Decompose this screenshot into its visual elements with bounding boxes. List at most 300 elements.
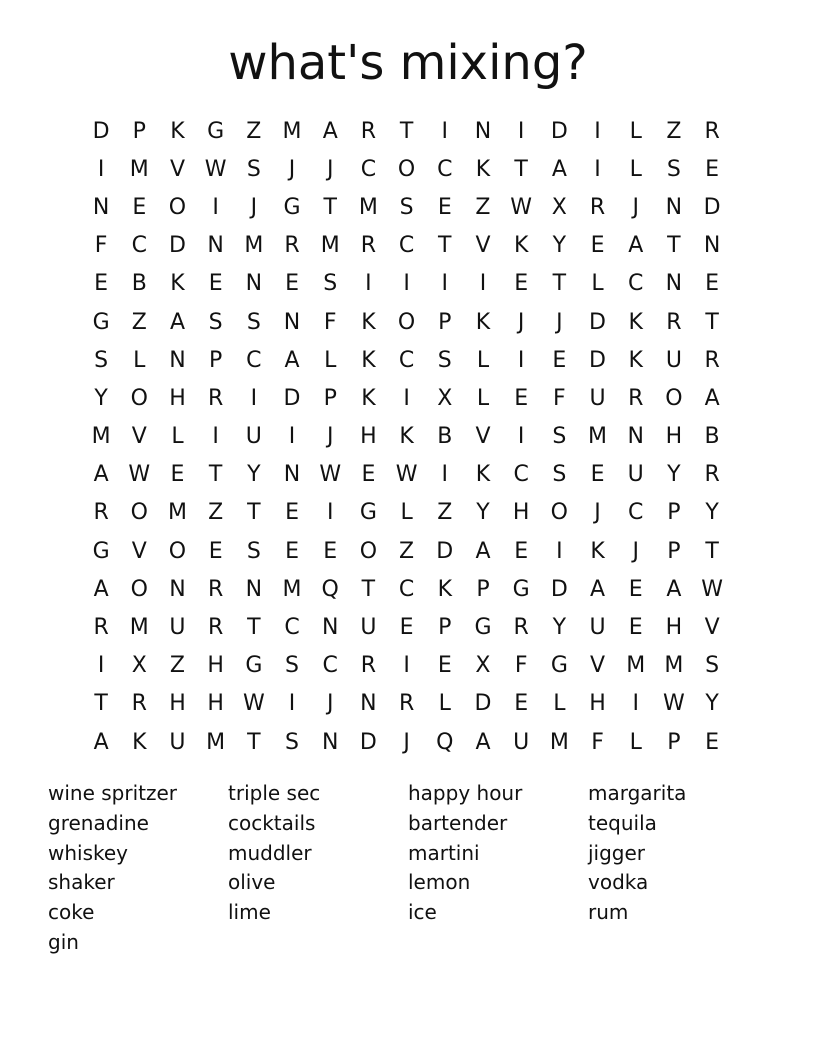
grid-letter: C bbox=[437, 156, 453, 182]
grid-letter: S bbox=[285, 729, 300, 755]
grid-letter: C bbox=[398, 576, 415, 602]
grid-letter: E bbox=[705, 729, 720, 755]
letter-grid bbox=[82, 112, 732, 762]
grid-letter: A bbox=[93, 729, 109, 755]
word-list-item: coke bbox=[48, 900, 95, 925]
word-list-item: jigger bbox=[588, 840, 646, 865]
grid-letter: Z bbox=[246, 118, 262, 144]
grid-letter: O bbox=[168, 538, 187, 564]
word-list-item: vodka bbox=[588, 870, 649, 895]
grid-letter: H bbox=[589, 691, 606, 717]
grid-letter: S bbox=[552, 462, 567, 488]
grid-letter: O bbox=[168, 194, 187, 220]
grid-letter: T bbox=[323, 194, 337, 220]
grid-letter: S bbox=[246, 309, 261, 335]
grid-letter: S bbox=[246, 538, 261, 564]
grid-letter: E bbox=[514, 538, 529, 564]
grid-letter: K bbox=[361, 309, 376, 335]
grid-letter: X bbox=[437, 385, 453, 411]
grid-letter: Y bbox=[247, 462, 261, 488]
grid-letter: R bbox=[704, 462, 720, 488]
grid-letter: T bbox=[208, 462, 223, 488]
grid-letter: K bbox=[590, 538, 605, 564]
grid-letter: M bbox=[320, 233, 340, 259]
grid-letter: E bbox=[514, 691, 529, 717]
grid-letter: I bbox=[212, 424, 219, 450]
grid-letter: Y bbox=[552, 615, 567, 641]
grid-letter: R bbox=[666, 309, 682, 335]
grid-letter: Z bbox=[169, 653, 185, 679]
grid-letter: Y bbox=[476, 500, 490, 526]
grid-letter: P bbox=[323, 385, 337, 411]
grid-letter: N bbox=[703, 233, 721, 259]
grid-letter: I bbox=[403, 385, 410, 411]
grid-letter: N bbox=[92, 194, 110, 220]
grid-letter: I bbox=[326, 500, 334, 526]
grid-letter: X bbox=[475, 653, 491, 679]
grid-letter: A bbox=[704, 385, 720, 411]
grid-letter: M bbox=[206, 729, 226, 755]
grid-letter: G bbox=[474, 615, 492, 641]
grid-letter: S bbox=[666, 156, 681, 182]
grid-letter: E bbox=[208, 538, 223, 564]
grid-letter: T bbox=[247, 729, 261, 755]
grid-letter: F bbox=[323, 309, 337, 335]
grid-letter: N bbox=[321, 729, 339, 755]
grid-letter: R bbox=[360, 653, 377, 679]
grid-letter: J bbox=[326, 691, 334, 717]
grid-letter: E bbox=[590, 233, 605, 259]
grid-letter: J bbox=[632, 194, 639, 220]
grid-letter: S bbox=[208, 309, 223, 335]
grid-letter: J bbox=[632, 538, 639, 564]
grid-letter: O bbox=[130, 576, 148, 602]
grid-letter: R bbox=[208, 576, 224, 602]
grid-letter: R bbox=[93, 500, 109, 526]
word-list-item: margarita bbox=[588, 781, 687, 805]
grid-letter: R bbox=[208, 615, 224, 641]
grid-letter: M bbox=[282, 576, 302, 602]
grid-letter: J bbox=[403, 729, 410, 755]
grid-letter: W bbox=[395, 462, 418, 488]
grid-letter: I bbox=[517, 118, 525, 144]
grid-letter: A bbox=[169, 309, 185, 335]
grid-letter: I bbox=[441, 271, 449, 297]
grid-letter: K bbox=[170, 271, 185, 297]
grid-letter: T bbox=[438, 233, 452, 259]
grid-letter: E bbox=[399, 615, 414, 641]
grid-letter: H bbox=[207, 653, 224, 679]
grid-letter: O bbox=[359, 538, 378, 564]
grid-letter: B bbox=[704, 424, 720, 450]
grid-letter: I bbox=[594, 118, 601, 144]
grid-letter: J bbox=[250, 194, 258, 220]
grid-letter: E bbox=[514, 385, 529, 411]
grid-letter: Z bbox=[131, 309, 147, 335]
grid-letter: G bbox=[92, 309, 110, 335]
grid-letter: C bbox=[628, 271, 644, 297]
grid-letter: E bbox=[590, 462, 605, 488]
grid-letter: J bbox=[326, 424, 334, 450]
grid-letter: M bbox=[664, 653, 684, 679]
grid-letter: D bbox=[92, 118, 110, 144]
word-list-item: ice bbox=[408, 900, 437, 925]
grid-letter: S bbox=[705, 653, 720, 679]
word-list-item: gin bbox=[48, 929, 79, 954]
grid-letter: V bbox=[704, 615, 720, 641]
grid-letter: E bbox=[628, 576, 643, 602]
grid-letter: E bbox=[285, 271, 299, 297]
grid-letter: N bbox=[474, 118, 492, 144]
grid-letter: T bbox=[94, 691, 108, 717]
grid-letter: K bbox=[132, 729, 147, 755]
grid-letter: Y bbox=[705, 500, 719, 526]
grid-letter: M bbox=[588, 424, 608, 450]
grid-letter: N bbox=[283, 309, 301, 335]
grid-letter: J bbox=[326, 156, 334, 182]
grid-letter: Q bbox=[436, 729, 454, 755]
grid-letter: E bbox=[94, 271, 109, 297]
grid-letter: I bbox=[250, 385, 258, 411]
grid-letter: E bbox=[132, 194, 147, 220]
grid-letter: V bbox=[131, 538, 147, 564]
grid-letter: W bbox=[319, 462, 342, 488]
grid-letter: L bbox=[400, 500, 413, 526]
grid-letter: Z bbox=[437, 500, 453, 526]
grid-letter: J bbox=[594, 500, 601, 526]
grid-letter: C bbox=[398, 233, 415, 259]
word-list-item: shaker bbox=[48, 870, 115, 895]
grid-letter: R bbox=[93, 615, 109, 641]
grid-letter: A bbox=[284, 347, 300, 373]
grid-letter: C bbox=[360, 156, 377, 182]
grid-letter: E bbox=[628, 615, 643, 641]
grid-letter: H bbox=[169, 385, 186, 411]
word-list bbox=[48, 779, 768, 958]
grid-letter: I bbox=[556, 538, 563, 564]
grid-letter: S bbox=[246, 156, 261, 182]
grid-letter: H bbox=[207, 691, 224, 717]
word-list-item: muddler bbox=[228, 840, 312, 865]
grid-letter: O bbox=[397, 156, 416, 182]
grid-letter: D bbox=[550, 118, 568, 144]
grid-letter: E bbox=[285, 500, 299, 526]
grid-letter: M bbox=[549, 729, 569, 755]
word-list-item: olive bbox=[228, 870, 276, 895]
grid-letter: D bbox=[474, 691, 492, 717]
grid-letter: M bbox=[167, 500, 187, 526]
grid-letter: P bbox=[667, 500, 681, 526]
word-list-item: rum bbox=[588, 900, 629, 925]
grid-letter: C bbox=[246, 347, 262, 373]
grid-letter: U bbox=[627, 462, 644, 488]
grid-letter: P bbox=[667, 729, 681, 755]
grid-letter: U bbox=[360, 615, 377, 641]
grid-letter: G bbox=[359, 500, 377, 526]
grid-letter: U bbox=[245, 424, 262, 450]
grid-letter: F bbox=[94, 233, 108, 259]
grid-letter: H bbox=[169, 691, 186, 717]
grid-letter: L bbox=[476, 385, 490, 411]
grid-letter: O bbox=[550, 500, 568, 526]
grid-letter: R bbox=[208, 385, 224, 411]
grid-letter: L bbox=[591, 271, 604, 297]
grid-letter: R bbox=[589, 194, 606, 220]
grid-letter: P bbox=[438, 309, 452, 335]
grid-letter: S bbox=[552, 424, 567, 450]
grid-letter: N bbox=[627, 424, 644, 450]
grid-letter: N bbox=[360, 691, 377, 717]
grid-letter: F bbox=[514, 653, 528, 679]
grid-letter: W bbox=[242, 691, 265, 717]
grid-letter: P bbox=[132, 118, 146, 144]
grid-letter: R bbox=[628, 385, 644, 411]
grid-letter: E bbox=[361, 462, 376, 488]
grid-letter: T bbox=[247, 615, 261, 641]
grid-letter: A bbox=[93, 462, 109, 488]
grid-letter: J bbox=[288, 156, 296, 182]
grid-letter: G bbox=[245, 653, 263, 679]
grid-letter: M bbox=[91, 424, 111, 450]
grid-letter: T bbox=[705, 538, 719, 564]
grid-letter: L bbox=[553, 691, 566, 717]
grid-letter: U bbox=[665, 347, 682, 373]
grid-letter: E bbox=[552, 347, 567, 373]
grid-letter: L bbox=[324, 347, 337, 373]
grid-letter: L bbox=[171, 424, 184, 450]
grid-letter: V bbox=[169, 156, 185, 182]
grid-letter: C bbox=[322, 653, 338, 679]
grid-letter: H bbox=[665, 615, 683, 641]
grid-letter: D bbox=[283, 385, 301, 411]
word-list-item: martini bbox=[408, 840, 480, 865]
grid-letter: T bbox=[399, 118, 414, 144]
grid-letter: U bbox=[589, 615, 606, 641]
grid-letter: I bbox=[288, 691, 296, 717]
grid-letter: C bbox=[284, 615, 300, 641]
grid-letter: G bbox=[207, 118, 225, 144]
grid-letter: I bbox=[97, 653, 105, 679]
grid-letter: O bbox=[665, 385, 683, 411]
grid-letter: V bbox=[475, 424, 491, 450]
grid-letter: R bbox=[360, 233, 377, 259]
grid-letter: G bbox=[92, 538, 110, 564]
grid-letter: Y bbox=[94, 385, 108, 411]
grid-letter: R bbox=[131, 691, 147, 717]
grid-letter: Q bbox=[321, 576, 339, 602]
grid-letter: P bbox=[209, 347, 223, 373]
grid-letter: N bbox=[665, 194, 683, 220]
grid-letter: W bbox=[663, 691, 685, 717]
grid-letter: T bbox=[705, 309, 719, 335]
grid-letter: K bbox=[361, 385, 376, 411]
grid-letter: I bbox=[403, 653, 410, 679]
grid-letter: P bbox=[476, 576, 490, 602]
grid-letter: W bbox=[128, 462, 151, 488]
page-title: what's mixing? bbox=[228, 35, 588, 91]
grid-letter: K bbox=[170, 118, 185, 144]
grid-letter: K bbox=[399, 424, 414, 450]
grid-letter: N bbox=[665, 271, 683, 297]
grid-letter: E bbox=[170, 462, 185, 488]
grid-letter: N bbox=[207, 233, 224, 259]
grid-letter: V bbox=[475, 233, 491, 259]
grid-letter: C bbox=[398, 347, 415, 373]
grid-letter: D bbox=[589, 347, 606, 373]
grid-letter: N bbox=[245, 271, 263, 297]
grid-letter: X bbox=[551, 194, 567, 220]
grid-letter: K bbox=[628, 347, 643, 373]
word-list-item: tequila bbox=[588, 810, 657, 835]
grid-letter: U bbox=[513, 729, 530, 755]
grid-letter: W bbox=[701, 576, 723, 602]
grid-letter: A bbox=[628, 233, 644, 259]
grid-letter: I bbox=[441, 462, 449, 488]
grid-letter: G bbox=[550, 653, 568, 679]
grid-letter: Z bbox=[208, 500, 224, 526]
grid-letter: G bbox=[512, 576, 530, 602]
grid-letter: O bbox=[397, 309, 416, 335]
grid-letter: P bbox=[438, 615, 452, 641]
grid-letter: R bbox=[704, 118, 720, 144]
grid-letter: I bbox=[632, 691, 639, 717]
grid-letter: K bbox=[513, 233, 529, 259]
grid-letter: M bbox=[244, 233, 264, 259]
grid-letter: R bbox=[513, 615, 529, 641]
grid-letter: I bbox=[594, 156, 601, 182]
grid-letter: F bbox=[591, 729, 604, 755]
grid-letter: Y bbox=[667, 462, 681, 488]
word-list-item: lemon bbox=[408, 870, 471, 895]
grid-letter: N bbox=[245, 576, 263, 602]
grid-letter: T bbox=[667, 233, 681, 259]
grid-letter: L bbox=[476, 347, 490, 373]
grid-letter: E bbox=[323, 538, 338, 564]
grid-letter: V bbox=[131, 424, 147, 450]
word-list-item: triple sec bbox=[228, 781, 321, 805]
grid-letter: D bbox=[703, 194, 721, 220]
grid-letter: J bbox=[556, 309, 563, 335]
grid-letter: T bbox=[514, 156, 528, 182]
grid-letter: H bbox=[665, 424, 683, 450]
grid-letter: Y bbox=[552, 233, 567, 259]
grid-letter: F bbox=[553, 385, 566, 411]
grid-letter: I bbox=[97, 156, 105, 182]
grid-letter: K bbox=[628, 309, 643, 335]
grid-letter: W bbox=[204, 156, 227, 182]
grid-letter: H bbox=[360, 424, 377, 450]
grid-letter: Z bbox=[666, 118, 682, 144]
grid-letter: C bbox=[131, 233, 147, 259]
grid-letter: B bbox=[131, 271, 147, 297]
grid-letter: M bbox=[129, 615, 149, 641]
grid-letter: D bbox=[359, 729, 377, 755]
word-list-item: grenadine bbox=[48, 810, 149, 835]
grid-letter: G bbox=[283, 194, 301, 220]
grid-letter: N bbox=[321, 615, 339, 641]
grid-letter: I bbox=[365, 271, 372, 297]
grid-letter: D bbox=[168, 233, 186, 259]
grid-letter: U bbox=[169, 615, 186, 641]
grid-letter: A bbox=[590, 576, 606, 602]
grid-letter: S bbox=[399, 194, 414, 220]
grid-letter: C bbox=[513, 462, 529, 488]
grid-letter: L bbox=[629, 118, 642, 144]
grid-letter: I bbox=[517, 424, 525, 450]
grid-letter: R bbox=[398, 691, 415, 717]
grid-letter: A bbox=[475, 729, 491, 755]
grid-letter: E bbox=[208, 271, 223, 297]
grid-letter: C bbox=[628, 500, 644, 526]
grid-letter: I bbox=[441, 118, 449, 144]
grid-letter: D bbox=[550, 576, 568, 602]
grid-letter: E bbox=[437, 653, 452, 679]
grid-letter: S bbox=[437, 347, 452, 373]
grid-letter: E bbox=[705, 271, 720, 297]
grid-letter: X bbox=[131, 653, 147, 679]
grid-letter: A bbox=[322, 118, 338, 144]
grid-letter: U bbox=[589, 385, 606, 411]
grid-letter: V bbox=[590, 653, 606, 679]
grid-letter: A bbox=[551, 156, 567, 182]
grid-letter: J bbox=[517, 309, 525, 335]
grid-letter: Z bbox=[399, 538, 415, 564]
grid-letter: B bbox=[437, 424, 453, 450]
grid-letter: R bbox=[704, 347, 720, 373]
grid-letter: N bbox=[169, 576, 186, 602]
grid-letter: L bbox=[438, 691, 451, 717]
grid-letter: K bbox=[475, 309, 491, 335]
grid-letter: E bbox=[705, 156, 720, 182]
grid-letter: L bbox=[629, 729, 642, 755]
grid-letter: K bbox=[475, 462, 491, 488]
word-list-item: wine spritzer bbox=[48, 781, 178, 805]
grid-letter: T bbox=[361, 576, 376, 602]
grid-letter: L bbox=[629, 156, 642, 182]
grid-letter: P bbox=[667, 538, 681, 564]
grid-letter: A bbox=[666, 576, 682, 602]
grid-letter: S bbox=[285, 653, 300, 679]
grid-letter: H bbox=[512, 500, 530, 526]
grid-letter: E bbox=[437, 194, 452, 220]
word-list-item: cocktails bbox=[228, 810, 316, 835]
grid-letter: M bbox=[282, 118, 302, 144]
grid-letter: A bbox=[475, 538, 491, 564]
grid-letter: K bbox=[361, 347, 376, 373]
grid-letter: I bbox=[479, 271, 487, 297]
grid-letter: E bbox=[285, 538, 299, 564]
word-list-item: bartender bbox=[408, 810, 508, 835]
word-list-item: whiskey bbox=[48, 840, 129, 865]
grid-letter: T bbox=[247, 500, 261, 526]
grid-letter: M bbox=[626, 653, 646, 679]
grid-letter: K bbox=[475, 156, 491, 182]
grid-letter: Z bbox=[475, 194, 491, 220]
grid-letter: T bbox=[552, 271, 567, 297]
grid-letter: U bbox=[169, 729, 186, 755]
grid-letter: I bbox=[212, 194, 219, 220]
grid-letter: D bbox=[589, 309, 606, 335]
grid-letter: I bbox=[288, 424, 296, 450]
grid-letter: I bbox=[403, 271, 410, 297]
grid-letter: R bbox=[360, 118, 377, 144]
grid-letter: L bbox=[133, 347, 146, 373]
grid-letter: A bbox=[93, 576, 109, 602]
grid-letter: O bbox=[130, 385, 148, 411]
grid-letter: W bbox=[510, 194, 533, 220]
grid-letter: N bbox=[283, 462, 301, 488]
grid-letter: N bbox=[169, 347, 186, 373]
